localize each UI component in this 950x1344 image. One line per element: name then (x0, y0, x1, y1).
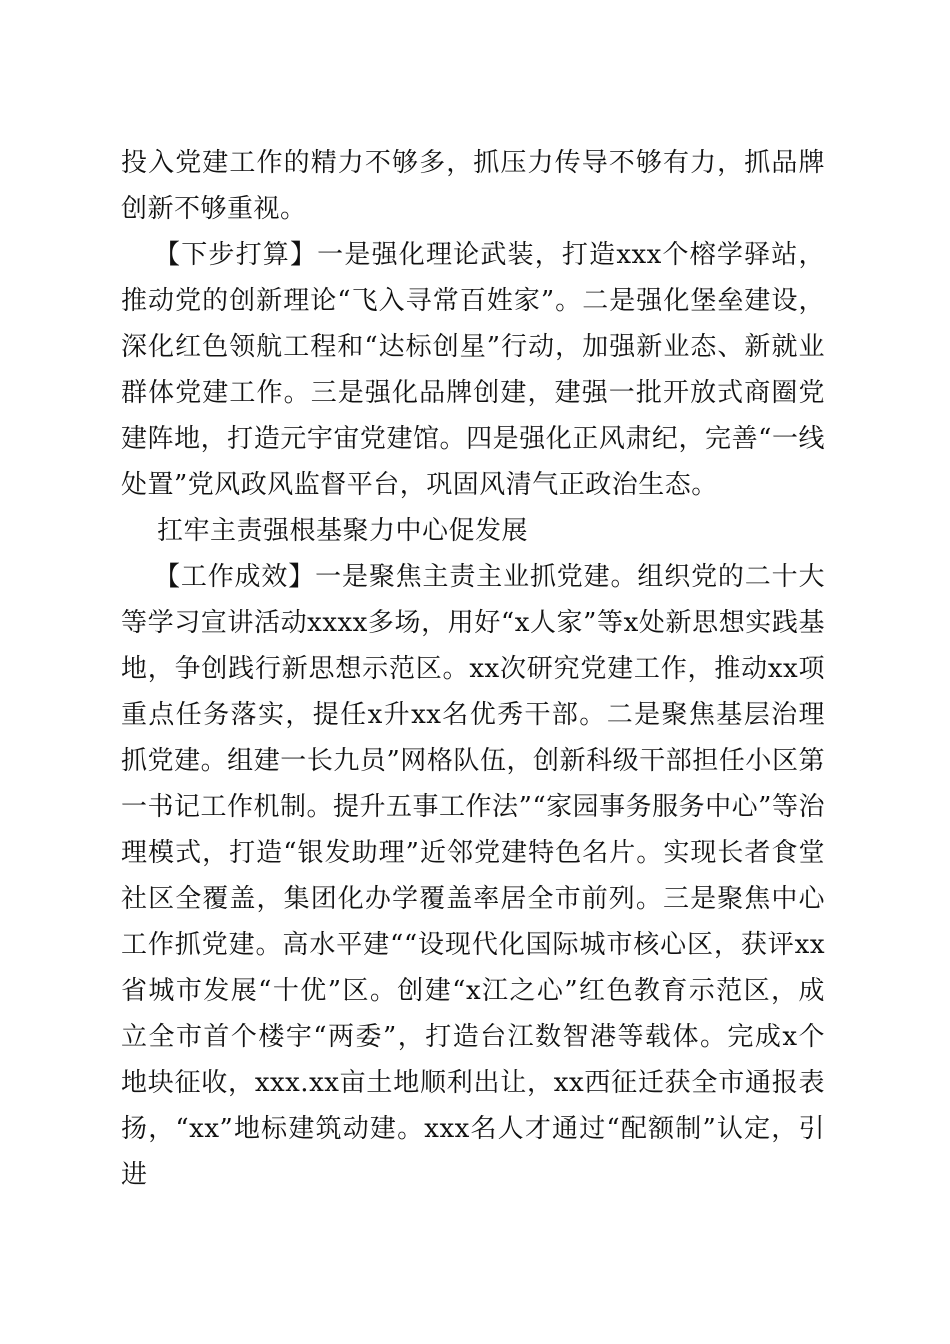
paragraph-next-steps: 【下步打算】一是强化理论武装，打造xxx个榕学驿站，推动党的创新理论“飞入寻常百姓家”。二是强化堡垒建设，深化红色领航工程和“达标创星”行动，加强新业态、新就业群体党建工作。三是强化品牌创建，建强一批开放式商圈党建阵地，打造元宇宙党建馆。四是强化正风肃纪，完善“一线处置”党风政风监督平台，巩固风清气正政治生态。 (121, 240, 825, 500)
document-body (121, 140, 825, 1198)
paragraph-work-results: 【工作成效】一是聚焦主责主业抓党建。组织党的二十大等学习宣讲活动xxxx多场，用好“x人家”等x处新思想实践基地，争创践行新思想示范区。xx次研究党建工作，推动xx项重点任务落实，提任x升xx名优秀干部。二是聚焦基层治理抓党建。组建一长九员”网格队伍，创新科级干部担任小区第一书记工作机制。提升五事工作法”“家园事务服务中心”等治理模式，打造“银发助理”近邻党建特色名片。实现长者食堂社区全覆盖，集团化办学覆盖率居全市前列。三是聚焦中心工作抓党建。高水平建““设现代化国际城市核心区，获评xx省城市发展“十优”区。创建“x江之心”红色教育示范区，成立全市首个楼宇“两委”，打造台江数智港等载体。完成x个地块征收，xxx.xx亩土地顺利出让，xx西征迁获全市通报表扬，“xx”地标建筑动建。xxx名人才通过“配额制”认定，引进 (121, 562, 825, 1190)
paragraph-continuation: 投入党建工作的精力不够多，抓压力传导不够有力，抓品牌创新不够重视。 (121, 148, 825, 224)
section-heading: 扛牢主责强根基聚力中心促发展 (157, 516, 529, 546)
